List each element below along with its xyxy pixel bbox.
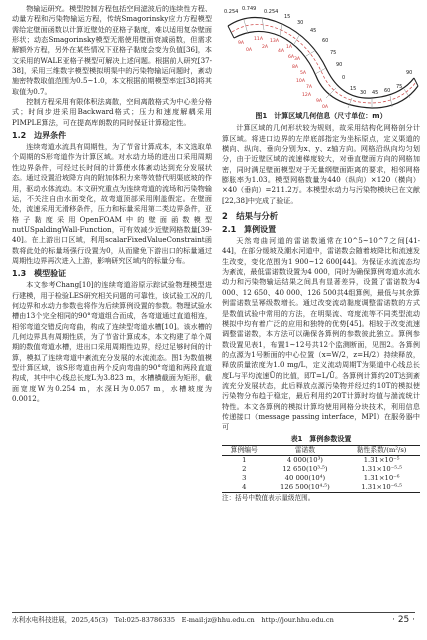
right-paragraph-1: 计算区域的几何形状较为规则，故采用结构化网格剖分计算区域。将进口边界的左岸底部指定为坐标原点，定义渠道的横向、纵向、垂向分别为x、y、z轴方向。网格沿纵向均匀划分，由于近壁区域的流速梯度较大，对垂直壁面方向的网格加密，同时满足壁面模型对于无量纲壁面距离的要求，相邻网格膨胀率为1.03。模型网格数量为440（纵向）×120（横向）×40（垂向）=211.2万。本模型水动力与污染物模块已在文献[22,38]中完成了验证。: [222, 123, 420, 205]
journal-info: 水利水电科技进展，2025,45(3) Tel:025-83786335 E-mail:jz@hhu.edu.cn http://jour.hhu.edu.cn: [12, 616, 334, 624]
section-label-9: 30: [360, 90, 367, 96]
table-header-viscosity: 黏性系数/(m²/s): [356, 445, 407, 454]
heading-case-setup: 2.1 算例设置: [222, 225, 277, 235]
dim-label-b: 0.749: [242, 6, 257, 12]
section-label-10: 45: [372, 90, 379, 96]
section-label-3: 45: [310, 28, 317, 34]
table-cell: 1.31×10⁻⁵: [363, 455, 400, 464]
station-label-b4: 6A: [288, 55, 295, 60]
inlet-boundary: [228, 26, 234, 38]
table-cell: 1.31×10⁻⁶: [363, 473, 400, 482]
right-paragraph-2: 天然弯曲河道的雷诺数通常在10^5~10^7之间[41-44]，在部分缓坡及潮水河道中，雷诺数会随着坡降比和流速发生改变，变化范围为1 900~12 600[44]。为保证水流流态均为紊流，最低雷诺数设置为4 000，同时为确保算例弯道水流水动力和污染物输运结果之间具有显著差异，设置了雷诺数为4 000、12 650、40 000、126 500共4组算例，最低与其余算例雷诺数呈幂级数增长。通过改变流动黏度调整雷诺数的方式是数值试验中常用的方法，在明渠流、弯度流等不同类型流动模拟中均有着广泛的应用和独特的优势[45]。相较于改变流速调整雷诺数，本方法可以确保各算例的参数彼此独立。算例参数设置见表1，布置1~12号共12个监测断面，见图2。各算例的点源为1号断面的中心位置（x=W/2，z=H/2）持续释放，释放质量浓度为1.0 mg/L，定义流动周期T为渠道中心线总长度L与平均流速Ū的比值，即T=L/Ū。各算例计算约20T达到紊流充分发展状态，此后释放点源污染物并经过约10T的模拟使污染物分布趋于稳定，最后利用约20T计算时均值与湍流统计特性。本文各算例的模拟计算均使用网格分块技术，利用信息传递接口（message passing interface，MPI）在服务器中可: [222, 236, 420, 432]
station-label-a5: 3A: [294, 57, 301, 62]
station-label-b1: 0A: [246, 48, 253, 53]
left-paragraph-1: 物输运研究。模型控制方程包括空间滤波后的连续性方程、动量方程和污染物输运方程，传统Smagorinsky应力方程模型需给定壁面函数以计算近壁处的亚格子黏度，难以适用复杂壁面形状；动态Smagorinsky模型无需使用壁面衰减函数，但需求解额外方程，另外在某些情况下亚格子黏度会变为负值[36]，本文采用的WALE亚格子模型可解决上述问题。根据前人研究[37-38]，采用三维数字模型模拟明渠中的污染物输运问题时，紊动施密特数取值范围为0.5~1.0，本文根据前期模型率定[38]将其取值为0.7。: [12, 4, 212, 96]
station-label-b6: 10A: [296, 79, 305, 84]
left-paragraph-4: 本文参考Chang[10]的连续弯道浴原示踪试验物理模型进行建模，用于检验LES研究相关问题的可靠性，该试验工况的几何边界和水动力参数也将作为后续算例设置的参数。物理试验水槽由13个完全相同的90°弯道组合而成，各弯道通过直道相连，相邻弯道交错反向弯曲，构成了连续型弯道水槽[10]。该水槽的几何边界具有周期性质，为了节省计算成本，本文构建了单个周期的数值弯道水槽，进出口采用周期性边界，经过足够时间的计算，模拟了连续弯道中紊流充分发展的水流流态。图1为数值模型计算区域，该S形弯道由两个反向弯曲的90°弯道和两段直道构成，其中中心线总长度L为3.823 m，水槽横截面为矩形，截面宽度W为0.254 m，水深H为0.057 m，水槽坡度为0.0012。: [12, 280, 212, 404]
station-label-a3: 13A: [270, 39, 279, 44]
right-column: [222, 4, 420, 503]
table-header-reynolds: 雷诺数: [294, 445, 316, 454]
page-footer: [12, 612, 415, 627]
station-label-a2: 11A: [254, 37, 263, 42]
section-label-12: 75: [396, 84, 403, 90]
section-label-7: 0: [342, 75, 346, 81]
table-row: [222, 455, 420, 465]
table-cell: 4: [242, 482, 247, 491]
figure-1: [222, 4, 420, 110]
table-cell: 1: [242, 455, 247, 464]
station-label-b2: 2A: [262, 45, 269, 50]
heading-model-verification: 1.3 模型验证: [12, 269, 67, 279]
left-paragraph-3: 连续弯道水流具有周期性，为了节省计算成本，本文选取单个周期的S形弯道作为计算区域。对水动力场的进出口采用周期性边界条件，可经过长时间的计算使水体紊动达到充分发展状态。通过设置沿坡降方向的附加体积力来等效替代明渠底坡的作用，驱动水体流动。本文研究重点为连续弯道的流场和污染物输运，不关注自由水面变化，故弯道顶部采用刚盖假定。在壁面处，流速采用无滑移条件，压力和标量采用第二类边界条件，亚格子黏度采用OpenFOAM中的壁面函数模型nutUSpaldingWall-Function，可有效减少近壁网格数量[39-40]。在上游出口区域，利用scalarFixedValueConstraint函数将此处的标量场强行设置为0，从而避免下游出口的标量通过周期性边界再次进入上游，影响研究区域内的标量分布。: [12, 142, 212, 265]
section-label-1: 15: [284, 14, 291, 20]
station-label-a8: 9A: [316, 99, 323, 104]
station-label-b7: 12A: [302, 93, 311, 98]
station-label-a6: 5A: [300, 71, 307, 76]
table-cell: 40 000(10⁴): [284, 473, 326, 482]
section-label-13: 90: [406, 70, 413, 76]
table-header-case: 算例编号: [230, 445, 258, 454]
dim-label-a: 0.254: [224, 9, 239, 15]
heading-results: 2 结果与分析: [222, 211, 279, 222]
section-label-11: 60: [384, 88, 391, 94]
section-label-6: 90: [336, 62, 343, 68]
table-note: 注：括号中数值表示量级范围。: [222, 493, 315, 502]
table-caption: 表1 算例参数设置: [290, 434, 352, 443]
section-label-4: 60: [322, 38, 329, 44]
page-number: · 25 ·: [392, 615, 415, 625]
figure-caption: 图1 计算区域几何信息（尺寸单位：m）: [255, 112, 387, 120]
dim-label-c: 0.254: [264, 9, 279, 15]
station-label-a1: 9A: [238, 41, 245, 46]
section-label-8: 15: [350, 86, 357, 92]
table-cell: 126 500(10⁴·⁵): [280, 482, 330, 491]
station-label-b8: 0A: [322, 105, 329, 110]
station-label-a4: 1A: [286, 45, 293, 50]
station-label-a7: 7A: [306, 85, 313, 90]
outlet-boundary: [414, 78, 418, 86]
table-header-row: [222, 445, 420, 455]
table-cell: 4 000(10³): [286, 455, 323, 464]
channel-diagram: [222, 4, 420, 110]
station-label-b5: 8A: [292, 65, 299, 70]
station-label-b3: 4A: [278, 49, 285, 54]
case-parameter-table: [222, 445, 420, 493]
table-cell: 3: [242, 473, 247, 482]
left-paragraph-2: 控制方程采用有限体积法离散，空间离散格式为中心差分格式；时间步进采用Backward格式；压力和速度解耦采用PIMPLE算法，可在提高库朗数的同时保证计算稳定性。: [12, 97, 212, 127]
table-cell: 1.31×10⁻⁶·⁵: [361, 482, 402, 491]
section-label-5: 75: [330, 50, 337, 56]
table-cell: 1.31×10⁻⁵·⁵: [361, 464, 402, 473]
table-cell: 12 650(10³·⁵): [282, 464, 328, 473]
table-row: [222, 465, 420, 474]
table-row: [222, 483, 420, 493]
heading-boundary-conditions: 1.2 边界条件: [12, 131, 67, 141]
table-row: [222, 474, 420, 483]
table-cell: 2: [242, 464, 247, 473]
left-column: [12, 4, 212, 404]
section-label-2: 30: [297, 20, 304, 26]
